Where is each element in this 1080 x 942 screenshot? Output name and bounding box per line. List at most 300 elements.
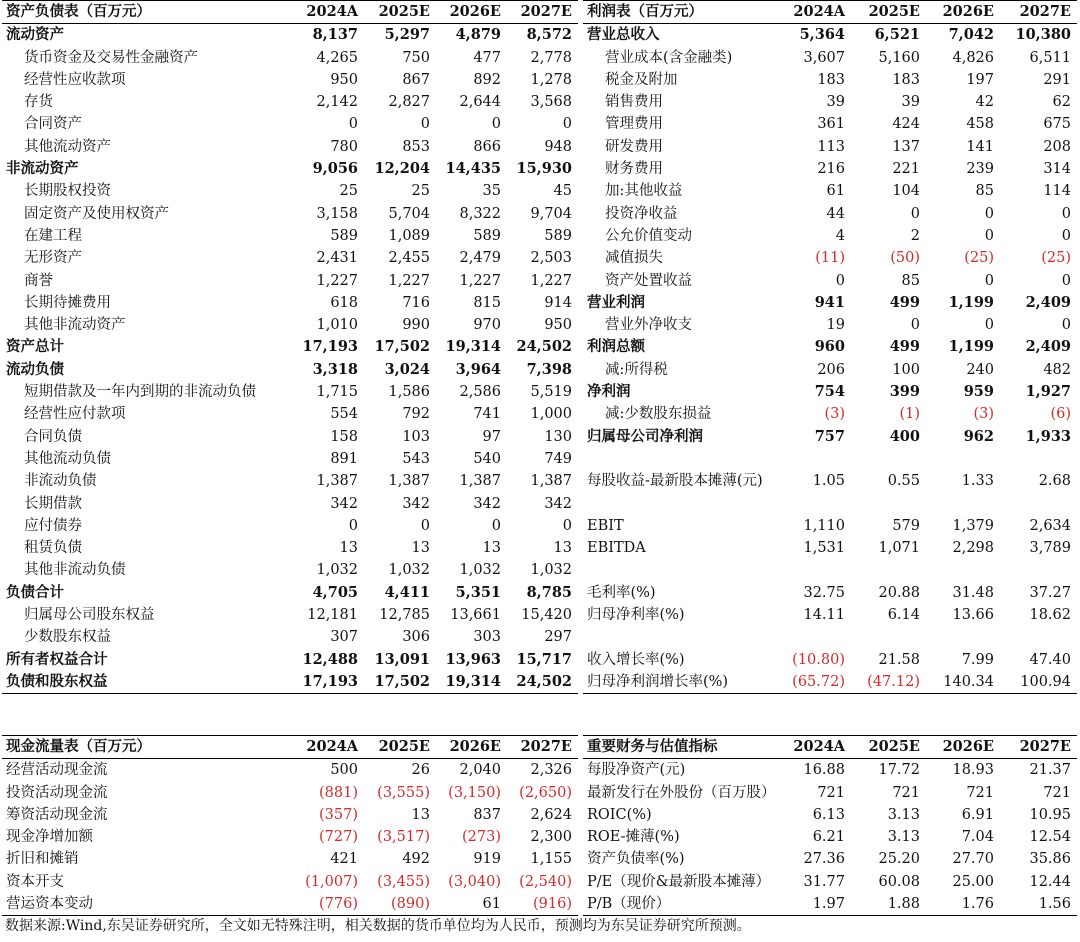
table-row	[2, 91, 578, 113]
value-cell: 158	[330, 428, 358, 445]
value-cell: 0	[1061, 205, 1071, 222]
row-label: 长期股权投资	[24, 183, 111, 200]
value-cell: 31.77	[803, 873, 845, 890]
value-cell: 13,091	[374, 650, 430, 668]
value-cell: 741	[473, 406, 501, 423]
row-label: 每股净资产(元)	[587, 762, 686, 779]
value-cell: 5,297	[384, 26, 430, 44]
value-cell: 780	[330, 138, 358, 155]
table-row	[2, 493, 578, 515]
year-header: 2027E	[1000, 736, 1077, 759]
value-cell: 297	[544, 629, 572, 646]
value-cell: 37.27	[1029, 584, 1071, 601]
table-row	[583, 804, 1077, 826]
year-header: 2025E	[851, 1, 926, 24]
row-label: 筹资活动现金流	[6, 806, 108, 823]
value-cell: 1,199	[948, 293, 994, 311]
table-row	[583, 649, 1077, 671]
value-cell: 1,032	[459, 562, 501, 579]
balance-sheet-body	[2, 24, 578, 694]
value-cell: 27.36	[803, 851, 845, 868]
row-label: 减值损失	[605, 250, 663, 267]
value-cell: 15,930	[516, 160, 572, 178]
row-label: 存货	[24, 94, 53, 111]
row-label: 租赁负债	[24, 540, 82, 557]
value-cell: 183	[817, 71, 845, 88]
value-cell: 675	[1043, 116, 1071, 133]
row-label: 资产负债率(%)	[587, 851, 685, 868]
table-row	[583, 381, 1077, 403]
value-cell: 1,032	[316, 562, 358, 579]
table-row	[2, 113, 578, 135]
value-cell: 21.58	[878, 651, 920, 668]
value-cell: 307	[330, 629, 358, 646]
value-cell: 5,519	[530, 384, 572, 401]
income-statement-panel	[583, 0, 1077, 694]
table-row	[2, 848, 578, 870]
value-cell: (3,150)	[448, 784, 501, 801]
value-cell: 1,387	[530, 473, 572, 490]
value-cell: 0	[562, 517, 572, 534]
value-cell: 103	[402, 428, 430, 445]
value-cell: 750	[402, 49, 430, 66]
value-cell: 100	[892, 361, 920, 378]
row-label: 营业总收入	[587, 26, 660, 44]
value-cell: 1.76	[926, 893, 1000, 916]
value-cell: 130	[544, 428, 572, 445]
value-cell: 19,314	[436, 671, 507, 694]
value-cell	[851, 448, 926, 470]
cash-flow-title: 现金流量表（百万元）	[2, 736, 294, 759]
value-cell: 1,227	[530, 272, 572, 289]
table-row	[583, 559, 1077, 581]
value-cell: (6)	[1050, 406, 1071, 423]
value-cell: 361	[817, 116, 845, 133]
value-cell: 6.21	[812, 829, 845, 846]
value-cell: 0	[1061, 272, 1071, 289]
row-label	[583, 493, 775, 515]
value-cell: 141	[966, 138, 994, 155]
value-cell: 114	[1043, 183, 1071, 200]
value-cell: 1,379	[952, 517, 994, 534]
table-row	[583, 47, 1077, 69]
value-cell: 1.88	[851, 893, 926, 916]
value-cell: 3,318	[312, 360, 358, 378]
value-cell: 13	[553, 540, 572, 557]
value-cell: 959	[963, 383, 994, 401]
value-cell: 0	[984, 272, 994, 289]
value-cell: 1,032	[388, 562, 430, 579]
value-cell: 8,322	[459, 205, 501, 222]
value-cell: 221	[892, 161, 920, 178]
value-cell: 950	[544, 317, 572, 334]
value-cell: 754	[814, 383, 845, 401]
row-label: 所有者权益合计	[6, 650, 108, 668]
value-cell: 589	[330, 227, 358, 244]
table-row	[583, 537, 1077, 559]
value-cell: 4,265	[316, 49, 358, 66]
row-label: 商誉	[24, 272, 53, 289]
value-cell: 17,193	[302, 338, 358, 356]
value-cell: 400	[889, 427, 920, 445]
value-cell: 183	[892, 71, 920, 88]
value-cell: 792	[402, 406, 430, 423]
value-cell: 18.62	[1029, 607, 1071, 624]
row-label: 税金及附加	[605, 71, 678, 88]
row-label: 研发费用	[605, 138, 663, 155]
value-cell: 2,431	[316, 250, 358, 267]
value-cell: 950	[330, 71, 358, 88]
value-cell: 31.48	[952, 584, 994, 601]
value-cell: 0	[984, 227, 994, 244]
value-cell: 208	[1043, 138, 1071, 155]
row-label: EBITDA	[587, 540, 646, 557]
row-label: 货币资金及交易性金融资产	[24, 49, 198, 66]
year-header: 2026E	[436, 1, 507, 24]
value-cell: 17,502	[374, 338, 430, 356]
value-cell: (776)	[294, 893, 364, 916]
value-cell	[1000, 448, 1077, 470]
value-cell: 13,661	[450, 607, 501, 624]
value-cell: 2,409	[1025, 338, 1071, 356]
row-label: 投资净收益	[605, 205, 678, 222]
value-cell: 6,521	[874, 26, 920, 44]
value-cell: (25)	[964, 250, 994, 267]
value-cell: 2.68	[1038, 473, 1071, 490]
value-cell: 948	[544, 138, 572, 155]
year-header: 2026E	[926, 1, 1000, 24]
table-row	[2, 381, 578, 403]
value-cell: 62	[1052, 94, 1071, 111]
value-cell: (3)	[973, 406, 994, 423]
row-label: 财务费用	[605, 161, 663, 178]
row-label: ROE-摊薄(%)	[587, 829, 680, 846]
value-cell: 618	[330, 294, 358, 311]
value-cell: 1,927	[1025, 383, 1071, 401]
table-row	[2, 871, 578, 893]
row-label: 合同负债	[24, 428, 82, 445]
income-statement-body	[583, 24, 1077, 694]
row-label: 固定资产及使用权资产	[24, 205, 169, 222]
value-cell: 3,568	[530, 94, 572, 111]
table-row	[583, 91, 1077, 113]
value-cell: 1.97	[775, 893, 851, 916]
value-cell	[926, 493, 1000, 515]
value-cell: 589	[544, 227, 572, 244]
value-cell: 4,411	[384, 583, 430, 601]
value-cell: 757	[814, 427, 845, 445]
value-cell: 240	[966, 361, 994, 378]
row-label: 毛利率(%)	[587, 584, 656, 601]
table-row	[583, 759, 1077, 782]
value-cell: 1,000	[530, 406, 572, 423]
row-label: 归母净利润增长率(%)	[583, 671, 775, 694]
value-cell: 1.56	[1000, 893, 1077, 916]
row-label: 归母净利率(%)	[587, 607, 685, 624]
value-cell: 499	[889, 338, 920, 356]
value-cell: 5,160	[878, 49, 920, 66]
table-row	[2, 180, 578, 202]
value-cell: 85	[901, 272, 920, 289]
value-cell: 14.11	[803, 607, 845, 624]
year-header: 2027E	[507, 1, 578, 24]
value-cell	[851, 493, 926, 515]
table-row	[2, 403, 578, 425]
value-cell: 12,204	[374, 160, 430, 178]
value-cell: 0	[420, 116, 430, 133]
row-label: 投资活动现金流	[6, 784, 108, 801]
value-cell: 47.40	[1029, 651, 1071, 668]
value-cell: 104	[892, 183, 920, 200]
value-cell: (357)	[319, 806, 358, 823]
income-statement-title: 利润表（百万元）	[583, 1, 775, 24]
value-cell: (3,517)	[377, 829, 430, 846]
value-cell: 32.75	[803, 584, 845, 601]
value-cell: 137	[892, 138, 920, 155]
table-row	[2, 136, 578, 158]
value-cell: 13,963	[445, 650, 501, 668]
row-label: 减:所得税	[605, 361, 668, 378]
table-row	[2, 626, 578, 648]
value-cell: 0	[420, 517, 430, 534]
year-header: 2026E	[436, 736, 507, 759]
value-cell: 13	[482, 540, 501, 557]
value-cell: 19,314	[445, 338, 501, 356]
table-row	[583, 158, 1077, 180]
value-cell: 13	[339, 540, 358, 557]
cash-flow-body	[2, 759, 578, 916]
value-cell: 458	[966, 116, 994, 133]
value-cell: 4,879	[455, 26, 501, 44]
value-cell: 1,531	[803, 540, 845, 557]
value-cell: 721	[1043, 784, 1071, 801]
value-cell: 914	[544, 294, 572, 311]
value-cell: 853	[402, 138, 430, 155]
row-label: 利润总额	[587, 338, 645, 356]
value-cell: 342	[473, 495, 501, 512]
row-label: 负债和股东权益	[2, 671, 294, 694]
value-cell: 2,409	[1025, 293, 1071, 311]
value-cell: (47.12)	[851, 671, 926, 694]
table-row	[583, 871, 1077, 893]
row-label	[583, 626, 775, 648]
value-cell: 10,380	[1015, 26, 1071, 44]
value-cell	[1000, 559, 1077, 581]
value-cell: 13.66	[952, 607, 994, 624]
value-cell: 15,420	[521, 607, 572, 624]
value-cell: 1,278	[530, 71, 572, 88]
value-cell: 6,511	[1029, 49, 1071, 66]
table-row	[583, 582, 1077, 604]
value-cell: 0	[491, 116, 501, 133]
value-cell: (727)	[319, 829, 358, 846]
value-cell: 477	[473, 49, 501, 66]
value-cell: (3,040)	[448, 873, 501, 890]
value-cell: 721	[966, 784, 994, 801]
table-header-row	[2, 1, 578, 24]
value-cell: 6.14	[887, 607, 920, 624]
row-label: 销售费用	[605, 94, 663, 111]
value-cell: 1,227	[388, 272, 430, 289]
year-header: 2024A	[775, 1, 851, 24]
row-label: P/E（现价&最新股本摊薄）	[587, 873, 771, 890]
value-cell: 19	[826, 317, 845, 334]
value-cell: 579	[892, 517, 920, 534]
value-cell: 21.37	[1029, 762, 1071, 779]
year-header: 2024A	[294, 1, 364, 24]
value-cell: 44	[826, 205, 845, 222]
table-header-row	[583, 736, 1077, 759]
value-cell: 1,199	[948, 338, 994, 356]
table-row	[583, 292, 1077, 314]
value-cell: 24,502	[516, 338, 572, 356]
value-cell	[775, 493, 851, 515]
table-row	[2, 671, 578, 694]
value-cell: (2,650)	[519, 784, 572, 801]
value-cell: 399	[889, 383, 920, 401]
value-cell: (2,540)	[519, 873, 572, 890]
value-cell: 12,785	[379, 607, 430, 624]
row-label: 折旧和摊销	[6, 851, 79, 868]
value-cell: (3,555)	[377, 784, 430, 801]
table-row	[583, 893, 1077, 916]
value-cell: 2,634	[1029, 517, 1071, 534]
value-cell: (65.72)	[775, 671, 851, 694]
row-label: 非流动负债	[24, 473, 97, 490]
value-cell: 291	[1043, 71, 1071, 88]
value-cell: 0	[984, 317, 994, 334]
value-cell: 8,572	[526, 26, 572, 44]
value-cell: 1,032	[530, 562, 572, 579]
table-row	[2, 225, 578, 247]
row-label: 长期借款	[24, 495, 82, 512]
value-cell: 500	[330, 762, 358, 779]
table-row	[583, 270, 1077, 292]
value-cell: 919	[473, 851, 501, 868]
row-label: 其他非流动负债	[24, 562, 126, 579]
value-cell: 3,964	[455, 360, 501, 378]
value-cell: 100.94	[1000, 671, 1077, 694]
value-cell: 39	[826, 94, 845, 111]
row-label: 长期待摊费用	[24, 294, 111, 311]
value-cell: 1.05	[812, 473, 845, 490]
table-row	[2, 782, 578, 804]
value-cell: 12,488	[302, 650, 358, 668]
value-cell: 1,387	[388, 473, 430, 490]
value-cell: 499	[889, 293, 920, 311]
table-header-row	[583, 1, 1077, 24]
value-cell: 26	[411, 762, 430, 779]
row-label: 经营活动现金流	[6, 762, 108, 779]
value-cell: 97	[482, 428, 501, 445]
table-row	[583, 426, 1077, 448]
value-cell: 8,137	[312, 26, 358, 44]
value-cell: 8,785	[526, 583, 572, 601]
cash-flow-panel	[2, 735, 578, 916]
value-cell: 0	[910, 205, 920, 222]
row-label: P/B（现价）	[583, 893, 775, 916]
table-row	[2, 69, 578, 91]
value-cell: 5,364	[799, 26, 845, 44]
value-cell: 1,010	[316, 317, 358, 334]
value-cell: 1,110	[803, 517, 845, 534]
table-row	[2, 247, 578, 269]
row-label: ROIC(%)	[587, 806, 652, 823]
value-cell: 20.88	[878, 584, 920, 601]
table-row	[583, 113, 1077, 135]
row-label: 营运资本变动	[2, 893, 294, 916]
row-label: 净利润	[587, 383, 631, 401]
row-label: 营业外净收支	[605, 317, 692, 334]
value-cell: 1,089	[388, 227, 430, 244]
value-cell: 61	[436, 893, 507, 916]
table-row	[2, 24, 578, 47]
row-label	[583, 559, 775, 581]
value-cell: 5,351	[455, 583, 501, 601]
value-cell: 9,704	[530, 205, 572, 222]
value-cell: 2,455	[388, 250, 430, 267]
value-cell: 3,607	[803, 49, 845, 66]
value-cell: 17,193	[294, 671, 364, 694]
value-cell: 25.00	[952, 873, 994, 890]
value-cell: 0	[1061, 227, 1071, 244]
value-cell: 2,300	[530, 829, 572, 846]
value-cell: 18.93	[952, 762, 994, 779]
key-indicators-table	[583, 735, 1077, 916]
value-cell: 749	[544, 450, 572, 467]
row-label: 公允价值变动	[605, 227, 692, 244]
row-label: 资本开支	[6, 873, 64, 890]
value-cell: 2,503	[530, 250, 572, 267]
table-row	[2, 47, 578, 69]
value-cell: 3,789	[1029, 540, 1071, 557]
value-cell: 12.54	[1029, 829, 1071, 846]
value-cell: 554	[330, 406, 358, 423]
value-cell	[851, 626, 926, 648]
table-row	[2, 448, 578, 470]
value-cell: 867	[402, 71, 430, 88]
row-label: 在建工程	[24, 227, 82, 244]
table-row	[2, 893, 578, 916]
value-cell: 7,398	[526, 360, 572, 378]
table-row	[583, 826, 1077, 848]
value-cell: 9,056	[312, 160, 358, 178]
value-cell: 342	[330, 495, 358, 512]
value-cell: (916)	[507, 893, 578, 916]
value-cell: 206	[817, 361, 845, 378]
table-row	[583, 604, 1077, 626]
table-row	[583, 359, 1077, 381]
value-cell: 1,715	[316, 384, 358, 401]
value-cell: 0	[1061, 317, 1071, 334]
table-row	[2, 604, 578, 626]
row-label: 资产总计	[6, 338, 64, 356]
value-cell: 2,479	[459, 250, 501, 267]
row-label: 营业成本(含金融类)	[605, 49, 733, 66]
balance-sheet-title: 资产负债表（百万元）	[2, 1, 294, 24]
year-header: 2024A	[294, 736, 364, 759]
table-row	[583, 203, 1077, 225]
row-label: 最新发行在外股份（百万股）	[587, 784, 775, 801]
table-row	[2, 203, 578, 225]
key-indicators-body	[583, 759, 1077, 916]
value-cell: 970	[473, 317, 501, 334]
value-cell: 424	[892, 116, 920, 133]
value-cell: 25.20	[878, 851, 920, 868]
year-header: 2025E	[851, 736, 926, 759]
value-cell: 2,827	[388, 94, 430, 111]
value-cell: 7.99	[961, 651, 994, 668]
